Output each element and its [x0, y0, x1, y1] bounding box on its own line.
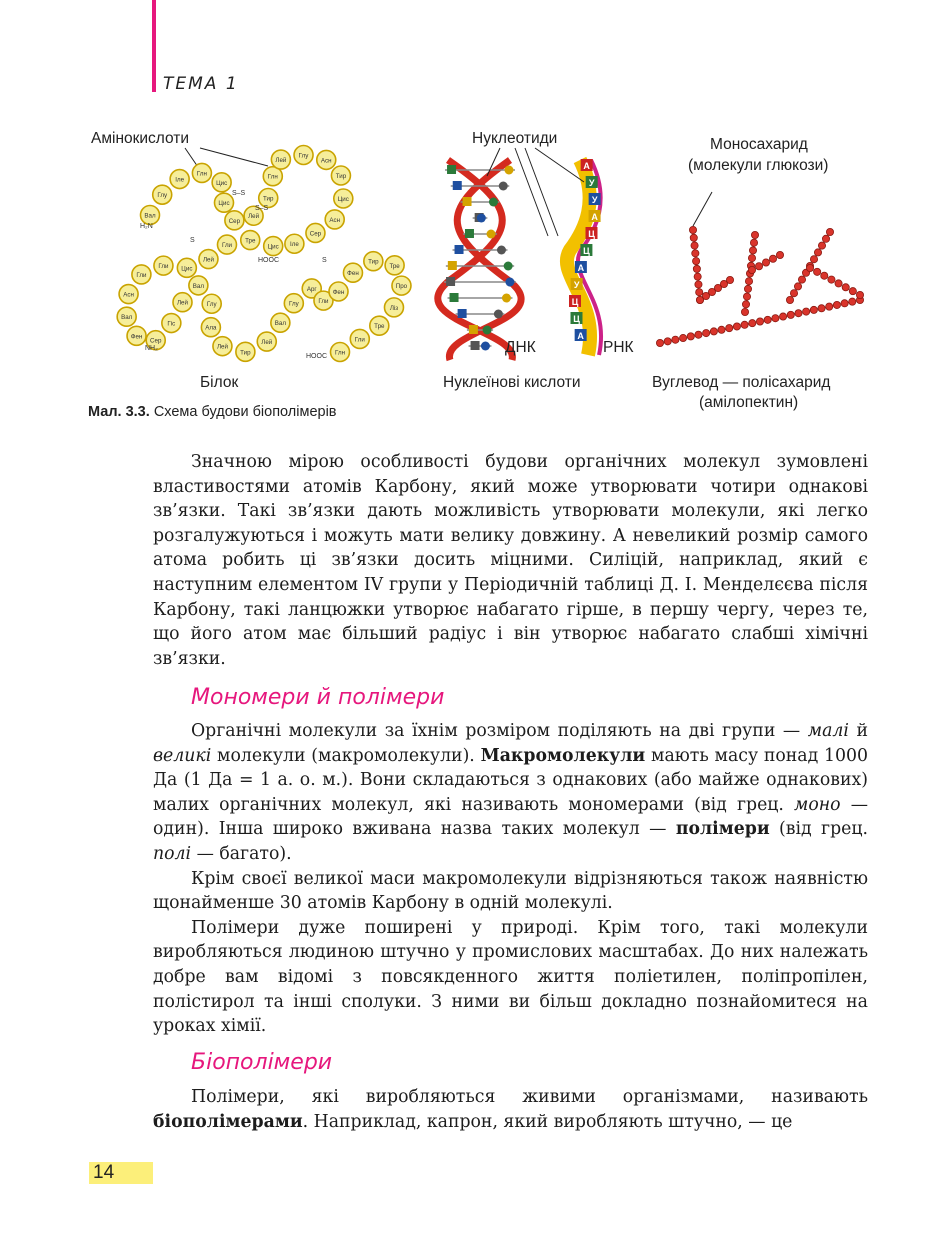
glucose-unit: [695, 281, 702, 288]
amino-acid-label: Про: [395, 283, 408, 291]
svg-text:S: S: [190, 237, 195, 244]
glucose-unit: [803, 308, 810, 315]
nucleotide-square: [447, 165, 456, 174]
rna-base-letter: Ц: [573, 314, 580, 324]
amino-acid-label: Асн: [320, 157, 332, 165]
amino-acid-label: Глн: [196, 170, 207, 178]
nucleotide-circle: [487, 230, 496, 239]
rna-base-letter: А: [577, 263, 585, 273]
amino-acid-label: Глн: [267, 173, 278, 181]
amino-acid-label: Тир: [335, 173, 347, 181]
glucose-unit: [849, 288, 856, 295]
amino-acid-label: Фен: [130, 333, 143, 341]
nucleotide-square: [471, 341, 480, 350]
amino-acid-label: Фен: [332, 288, 345, 296]
amino-acid-label: Лей: [177, 299, 188, 307]
glucose-unit: [749, 320, 756, 327]
svg-text:S–S: S–S: [255, 205, 269, 212]
amino-acid-label: Вал: [144, 212, 156, 220]
glucose-unit: [679, 334, 686, 341]
nucleotide-square: [446, 277, 455, 286]
label-dna: ДНК: [505, 339, 536, 356]
glucose-unit: [821, 272, 828, 279]
glucose-unit: [772, 315, 779, 322]
glucose-unit: [841, 300, 848, 307]
glucose-unit: [726, 276, 733, 283]
rna-base-letter: У: [591, 195, 598, 205]
amino-acid-label: Арг: [306, 285, 317, 293]
amino-acid-label: Глу: [206, 301, 217, 309]
amino-acid-label: Ала: [205, 324, 217, 332]
glucose-unit: [842, 284, 849, 291]
amino-acid-label: Цис: [267, 243, 279, 251]
dna-helix: [438, 160, 521, 360]
glucose-unit: [690, 234, 697, 241]
amino-acid-label: Лей: [275, 157, 287, 165]
glucose-unit: [833, 301, 840, 308]
page-number: 14: [93, 1162, 115, 1183]
heading-monomers-polymers: Мономери й полімери: [191, 685, 445, 710]
glucose-unit: [826, 303, 833, 310]
amino-acid-label: Глу: [157, 192, 168, 200]
protein-chain: [117, 146, 411, 362]
amino-acid-label: Асн: [329, 216, 341, 224]
glucose-unit: [762, 259, 769, 266]
nucleotide-square: [448, 261, 457, 270]
glucose-unit: [818, 305, 825, 312]
amino-acid-label: Тре: [374, 323, 385, 331]
nucleotide-square: [455, 245, 464, 254]
mono-pointer-line: [693, 192, 712, 226]
glucose-unit: [751, 231, 758, 238]
amino-acid-label: Лей: [248, 213, 260, 221]
amino-acid-label: Тир: [368, 258, 379, 266]
amino-acid-label: Гли: [136, 271, 147, 279]
glucose-unit: [696, 289, 703, 296]
glucose-unit: [795, 310, 802, 317]
glucose-unit: [664, 338, 671, 345]
glucose-unit: [689, 226, 696, 233]
glucose-unit: [856, 291, 863, 298]
label-nucleotides: Нуклеотиди: [472, 130, 558, 147]
glucose-unit: [769, 255, 776, 262]
page-number-marker: [89, 1162, 153, 1184]
glucose-unit: [750, 239, 757, 246]
glucose-unit: [718, 326, 725, 333]
amino-acid-label: Іле: [175, 176, 185, 184]
glucose-unit: [743, 293, 750, 300]
theme-header: ТЕМА 1: [163, 74, 239, 94]
amino-acid-label: Тре: [245, 237, 256, 245]
glucose-unit: [786, 296, 793, 303]
svg-text:S: S: [322, 257, 327, 264]
heading-biopolymers: Біополімери: [191, 1050, 333, 1075]
amino-acid-label: Цис: [216, 179, 228, 187]
nucleotide-circle: [477, 214, 486, 223]
glucose-unit: [810, 306, 817, 313]
amino-acid-label: Фен: [347, 270, 359, 278]
amino-acid-label: Вал: [192, 282, 204, 290]
label-rna: РНК: [603, 339, 634, 356]
nucleotide-square: [469, 325, 478, 334]
label-monosaccharide: Моносахарид: [710, 136, 808, 153]
rna-base-letter: А: [577, 331, 584, 341]
glucose-unit: [798, 276, 805, 283]
label-nucleic-acids: Нуклеїнові кислоти: [443, 374, 581, 391]
paragraph-biopolymers: [153, 1085, 868, 1134]
nucleotide-square: [458, 309, 467, 318]
glucose-unit: [826, 228, 833, 235]
glucose-unit: [741, 321, 748, 328]
glucose-unit: [742, 301, 749, 308]
nucleotide-square: [453, 181, 462, 190]
nucleotide-circle: [504, 262, 513, 271]
amino-acid-label: Гли: [318, 298, 329, 306]
glucose-unit: [692, 250, 699, 257]
label-glucose: (молекули глюкози): [688, 157, 829, 174]
glucose-unit: [794, 283, 801, 290]
paragraph-text: Значною мірою особливості будови органічних молекул зумовлені властивостями атомів Карбону, який може утворювати чотири однакові зв’язки. Такі зв’язки дають можливість утворювати молекули, які легко розгалужуються і можуть мати велику довжину. А невеликий розмір самого атома робить ці зв’язки досить міцними. Силіцій, наприклад, який є наступним елементом IV групи у Періодичній таблиці Д. І. Менделєєва після Карбону, такі ланцюжки утворює набагато гірше, в першу чергу, через те, що його атом має більший радіус і він утворює набагато слабші хімічні зв’язки.: [153, 452, 868, 669]
amino-acid-label: Глу: [298, 152, 309, 160]
paragraph-text: Крім своєї великої маси макромолекули відрізняються також наявністю щонайменше 30 атомів Карбону в одній молекулі.: [153, 868, 868, 914]
glucose-unit: [694, 273, 701, 280]
glucose-unit: [835, 280, 842, 287]
amino-acid-label: Лей: [216, 343, 228, 351]
nucleotide-circle: [489, 198, 498, 207]
nucleotide-square: [465, 229, 474, 238]
rna-base-letter: Ц: [583, 246, 590, 256]
nucleotide-circle: [499, 182, 508, 191]
svg-text:HOOC: HOOC: [258, 257, 279, 264]
amino-acid-label: Гли: [221, 242, 233, 250]
nucleotide-circle: [483, 326, 492, 335]
glucose-unit: [741, 308, 748, 315]
nucleotide-circle: [505, 278, 514, 287]
glucose-unit: [814, 268, 821, 275]
nucleotide-square: [463, 197, 472, 206]
glucose-unit: [710, 328, 717, 335]
paragraph-carbon: [153, 450, 868, 671]
figure-biopolymers: [0, 0, 952, 430]
glucose-unit: [790, 290, 797, 297]
paragraph-text: Полімери дуже поширені у природі. Крім того, такі молекули виробляються людиною штучно у промислових масштабах. До них належать добре вам відомі з повсякденного життя поліетилен, поліпропілен, полістирол та інші сполуки. З ними ви більш докладно познайомитеся на уроках хімії.: [153, 917, 868, 1037]
glucose-unit: [755, 263, 762, 270]
amino-acid-label: Іле: [289, 241, 299, 249]
amino-acid-label: Вал: [274, 320, 286, 328]
amylopectin-chain: [656, 226, 863, 346]
amino-acid-label: Цис: [218, 200, 230, 208]
glucose-unit: [818, 242, 825, 249]
label-amino-acids: Амінокислоти: [91, 130, 190, 147]
amino-acid-label: Цис: [337, 196, 349, 204]
figure-caption: [88, 404, 337, 420]
rna-base-letter: У: [573, 280, 580, 290]
glucose-unit: [691, 242, 698, 249]
amino-acid-label: Тир: [240, 349, 251, 357]
glucose-unit: [810, 256, 817, 263]
amino-acid-label: Лей: [261, 339, 273, 347]
glucose-unit: [672, 336, 679, 343]
label-amylopectin: (амілопектин): [699, 394, 799, 411]
glucose-unit: [779, 313, 786, 320]
glucose-unit: [745, 278, 752, 285]
rna-base-letter: А: [583, 161, 590, 171]
label-carbohydrate: Вуглевод — полісахарид: [652, 374, 831, 391]
glucose-unit: [764, 316, 771, 323]
glucose-unit: [703, 329, 710, 336]
glucose-unit: [756, 318, 763, 325]
glucose-unit: [687, 333, 694, 340]
glucose-unit: [776, 251, 783, 258]
amino-acid-label: Глн: [334, 349, 346, 357]
amino-acid-label: Сер: [228, 217, 241, 225]
amino-acid-label: Асн: [123, 291, 134, 299]
paragraph-macromolecules: [153, 719, 868, 1039]
rna-base-letter: Ц: [571, 297, 579, 307]
paragraph-text: Полімери, які виробляються живими організмами, називають біополімерами. Наприклад, капрон, який виробляють штучно, — це: [153, 1087, 868, 1132]
rna-base-letter: А: [591, 212, 598, 222]
label-protein: Білок: [200, 374, 239, 391]
glucose-unit: [693, 265, 700, 272]
amino-acid-label: Сер: [150, 337, 162, 345]
nucleotide-square: [450, 293, 459, 302]
glucose-unit: [822, 235, 829, 242]
paragraph-text: Органічні молекули за їхнім розміром поділяють на дві групи — малі й великі молекули (макромолекули). Макромолекули мають масу понад 1000 Да (1 Да = 1 а. о. м.). Вони складаються з однакових (або майже однакових) малих органічних молекул, які називають мономерами (від грец. моно — один). Інша широко вживана назва таких молекул — полімери (від грец. полі — багато).: [153, 721, 869, 864]
glucose-unit: [849, 298, 856, 305]
glucose-unit: [828, 276, 835, 283]
glucose-unit: [693, 258, 700, 265]
svg-text:H₂N: H₂N: [140, 223, 153, 230]
glucose-unit: [695, 331, 702, 338]
glucose-unit: [748, 266, 755, 273]
amino-acid-label: Гіс: [167, 320, 176, 328]
glucose-unit: [787, 311, 794, 318]
rna-base-letter: У: [588, 178, 595, 188]
nucleotide-circle: [494, 310, 503, 319]
glucose-unit: [806, 264, 813, 271]
glucose-unit: [744, 285, 751, 292]
nucleotide-circle: [497, 246, 506, 255]
nucleotide-circle: [504, 166, 513, 175]
amino-acid-label: Тре: [389, 262, 400, 270]
glucose-unit: [814, 249, 821, 256]
amino-acid-label: Лей: [202, 256, 214, 264]
amino-acid-label: Цис: [181, 265, 193, 273]
amino-acid-label: Сер: [309, 230, 322, 238]
rna-strand: [567, 159, 601, 355]
amino-acid-label: Вал: [121, 314, 133, 322]
glucose-unit: [749, 247, 756, 254]
amino-acid-label: Гли: [158, 263, 169, 271]
nucleotide-circle: [481, 342, 490, 351]
amino-acid-label: Гли: [354, 336, 365, 344]
figure-svg: [0, 0, 952, 430]
svg-text:NH₂: NH₂: [145, 345, 158, 352]
glucose-unit: [726, 325, 733, 332]
svg-text:S–S: S–S: [232, 190, 246, 197]
amino-acid-label: Тир: [263, 195, 274, 203]
caption-number: Мал. 3.3.: [88, 404, 150, 420]
glucose-unit: [733, 323, 740, 330]
rna-base-letter: Ц: [588, 229, 595, 239]
glucose-unit: [748, 255, 755, 262]
svg-text:HOOC: HOOC: [306, 353, 327, 360]
amino-acid-label: Глу: [288, 300, 299, 308]
caption-text: Схема будови біополімерів: [153, 404, 337, 420]
glucose-unit: [656, 339, 663, 346]
amino-acid-label: Ліз: [389, 304, 399, 312]
nucleotide-circle: [502, 294, 511, 303]
